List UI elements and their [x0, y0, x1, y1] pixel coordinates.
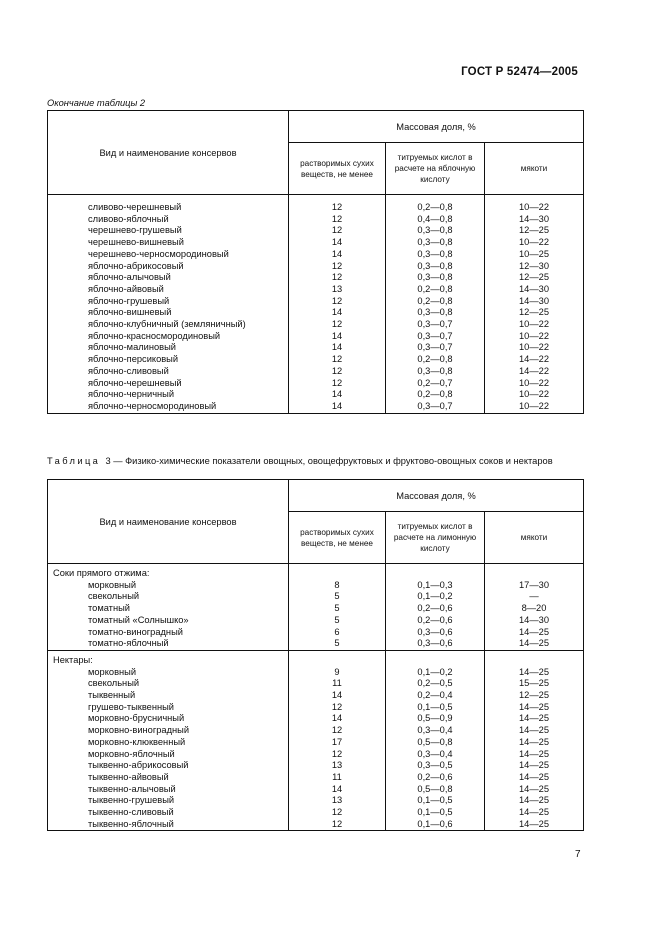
- table-row: [48, 354, 584, 366]
- acids-cell: 0,2—0,5: [386, 678, 485, 690]
- pulp-cell: 12—25: [485, 690, 584, 702]
- solids-cell: 5: [289, 638, 386, 650]
- table-row: [48, 284, 584, 296]
- product-name-cell: свекольный: [48, 678, 289, 690]
- product-name-cell: яблочно-алычовый: [48, 272, 289, 284]
- table-row: [48, 807, 584, 819]
- product-name-cell: яблочно-красносмородиновый: [48, 331, 289, 343]
- solids-cell: 14: [289, 713, 386, 725]
- table-row: [48, 331, 584, 343]
- solids-cell: 12: [289, 354, 386, 366]
- table3-header-acids: титруемых кислот в расчете на лимонную кислоту: [386, 512, 485, 564]
- acids-cell: 0,3—0,7: [386, 401, 485, 413]
- pulp-cell: 14—25: [485, 819, 584, 831]
- solids-cell: 9: [289, 667, 386, 679]
- acids-cell: 0,5—0,9: [386, 713, 485, 725]
- pulp-cell: 14—25: [485, 784, 584, 796]
- table-row: [48, 296, 584, 308]
- table-row: [48, 319, 584, 331]
- product-name-cell: тыквенно-абрикосовый: [48, 760, 289, 772]
- table-row: [48, 225, 584, 237]
- pulp-cell: 10—22: [485, 331, 584, 343]
- pulp-cell: 14—25: [485, 667, 584, 679]
- acids-cell: 0,3—0,6: [386, 627, 485, 639]
- pulp-cell: 8—20: [485, 603, 584, 615]
- product-name-cell: тыквенно-яблочный: [48, 819, 289, 831]
- acids-cell: 0,5—0,8: [386, 784, 485, 796]
- solids-cell: 11: [289, 678, 386, 690]
- acids-cell: 0,2—0,6: [386, 603, 485, 615]
- solids-cell: 12: [289, 702, 386, 714]
- product-name-cell: яблочно-персиковый: [48, 354, 289, 366]
- product-name-cell: черешнево-вишневый: [48, 237, 289, 249]
- acids-cell: 0,2—0,8: [386, 296, 485, 308]
- table-row: [48, 819, 584, 831]
- solids-cell: 13: [289, 795, 386, 807]
- solids-cell: 5: [289, 615, 386, 627]
- product-name-cell: свекольный: [48, 591, 289, 603]
- pulp-cell: 12—25: [485, 272, 584, 284]
- acids-cell: 0,1—0,3: [386, 580, 485, 592]
- product-name-cell: черешнево-грушевый: [48, 225, 289, 237]
- acids-cell: 0,3—0,8: [386, 307, 485, 319]
- acids-cell: 0,2—0,8: [386, 389, 485, 401]
- solids-cell: 12: [289, 272, 386, 284]
- product-name-cell: черешнево-черносмородиновый: [48, 249, 289, 261]
- table3-group-juices: [48, 568, 584, 580]
- table-row: [48, 214, 584, 226]
- product-name-cell: томатно-яблочный: [48, 638, 289, 650]
- table-row: [48, 713, 584, 725]
- pulp-cell: 14—25: [485, 772, 584, 784]
- acids-cell: 0,2—0,8: [386, 202, 485, 214]
- product-name-cell: тыквенно-сливовый: [48, 807, 289, 819]
- table2-caption: Окончание таблицы 2: [47, 98, 146, 108]
- product-name-cell: тыквенно-алычовый: [48, 784, 289, 796]
- pulp-cell: 10—22: [485, 237, 584, 249]
- pulp-cell: 14—25: [485, 749, 584, 761]
- pulp-cell: 14—25: [485, 725, 584, 737]
- table3-caption-label: Таблица: [47, 456, 101, 466]
- solids-cell: 12: [289, 214, 386, 226]
- pulp-cell: 14—30: [485, 214, 584, 226]
- table-row: [48, 202, 584, 214]
- table-row: [48, 389, 584, 401]
- pulp-cell: 14—30: [485, 296, 584, 308]
- acids-cell: 0,3—0,8: [386, 237, 485, 249]
- acids-cell: 0,2—0,6: [386, 772, 485, 784]
- table2-header-solids: растворимых сухих веществ, не менее: [289, 143, 386, 195]
- table-row: [48, 638, 584, 650]
- table-row: [48, 737, 584, 749]
- solids-cell: 14: [289, 342, 386, 354]
- acids-cell: 0,3—0,8: [386, 261, 485, 273]
- solids-cell: 5: [289, 603, 386, 615]
- product-name-cell: яблочно-абрикосовый: [48, 261, 289, 273]
- table-row: [48, 772, 584, 784]
- acids-cell: 0,5—0,8: [386, 737, 485, 749]
- table-row: [48, 749, 584, 761]
- table-row: [48, 690, 584, 702]
- acids-cell: 0,2—0,4: [386, 690, 485, 702]
- pulp-cell: 14—25: [485, 702, 584, 714]
- table-row: [48, 760, 584, 772]
- solids-cell: 14: [289, 237, 386, 249]
- acids-cell: 0,3—0,5: [386, 760, 485, 772]
- table2: [47, 110, 584, 414]
- table-row: [48, 307, 584, 319]
- solids-cell: 12: [289, 202, 386, 214]
- pulp-cell: 10—22: [485, 202, 584, 214]
- solids-cell: 12: [289, 296, 386, 308]
- table3-group-nectars: [48, 655, 584, 667]
- acids-cell: 0,1—0,5: [386, 702, 485, 714]
- pulp-cell: 14—25: [485, 737, 584, 749]
- solids-cell: 17: [289, 737, 386, 749]
- table3-header-pulp: мякоти: [485, 512, 584, 564]
- acids-cell: 0,4—0,8: [386, 214, 485, 226]
- table2-header-group: Массовая доля, %: [289, 111, 584, 143]
- product-name-cell: сливово-яблочный: [48, 214, 289, 226]
- product-name-cell: тыквенный: [48, 690, 289, 702]
- solids-cell: 14: [289, 249, 386, 261]
- acids-cell: 0,3—0,8: [386, 272, 485, 284]
- pulp-cell: 15—25: [485, 678, 584, 690]
- table-row: [48, 784, 584, 796]
- pulp-cell: 14—25: [485, 807, 584, 819]
- solids-cell: 14: [289, 401, 386, 413]
- table-row: [48, 401, 584, 413]
- pulp-cell: 14—25: [485, 627, 584, 639]
- pulp-cell: 14—25: [485, 638, 584, 650]
- table-row: [48, 591, 584, 603]
- table-row: [48, 667, 584, 679]
- acids-cell: 0,2—0,8: [386, 284, 485, 296]
- table-row: [48, 725, 584, 737]
- solids-cell: 8: [289, 580, 386, 592]
- product-name-cell: яблочно-малиновый: [48, 342, 289, 354]
- solids-cell: 12: [289, 378, 386, 390]
- solids-cell: 11: [289, 772, 386, 784]
- acids-cell: 0,3—0,8: [386, 366, 485, 378]
- pulp-cell: 12—25: [485, 307, 584, 319]
- pulp-cell: 14—25: [485, 760, 584, 772]
- table2-header-acids: титруемых кислот в расчете на яблочную кислоту: [386, 143, 485, 195]
- table3-header-group: Массовая доля, %: [289, 480, 584, 512]
- table-row: [48, 603, 584, 615]
- group-heading-nectars: Нектары:: [48, 655, 289, 667]
- product-name-cell: томатный: [48, 603, 289, 615]
- pulp-cell: 14—30: [485, 615, 584, 627]
- pulp-cell: 14—25: [485, 795, 584, 807]
- table-row: [48, 249, 584, 261]
- product-name-cell: томатный «Солнышко»: [48, 615, 289, 627]
- solids-cell: 14: [289, 389, 386, 401]
- acids-cell: 0,3—0,8: [386, 249, 485, 261]
- product-name-cell: яблочно-черешневый: [48, 378, 289, 390]
- pulp-cell: 14—30: [485, 284, 584, 296]
- product-name-cell: яблочно-сливовый: [48, 366, 289, 378]
- product-name-cell: морковный: [48, 580, 289, 592]
- acids-cell: 0,2—0,6: [386, 615, 485, 627]
- table-row: [48, 615, 584, 627]
- solids-cell: 13: [289, 284, 386, 296]
- product-name-cell: сливово-черешневый: [48, 202, 289, 214]
- solids-cell: 12: [289, 261, 386, 273]
- table2-header-name: Вид и наименование консервов: [48, 111, 289, 195]
- product-name-cell: морковно-виноградный: [48, 725, 289, 737]
- pulp-cell: 10—22: [485, 389, 584, 401]
- solids-cell: 12: [289, 725, 386, 737]
- solids-cell: 5: [289, 591, 386, 603]
- acids-cell: 0,3—0,7: [386, 331, 485, 343]
- acids-cell: 0,3—0,8: [386, 225, 485, 237]
- table-row: [48, 366, 584, 378]
- product-name-cell: морковно-клюквенный: [48, 737, 289, 749]
- acids-cell: 0,2—0,8: [386, 354, 485, 366]
- product-name-cell: тыквенно-грушевый: [48, 795, 289, 807]
- pulp-cell: 14—22: [485, 366, 584, 378]
- product-name-cell: грушево-тыквенный: [48, 702, 289, 714]
- solids-cell: 14: [289, 690, 386, 702]
- acids-cell: 0,3—0,7: [386, 342, 485, 354]
- solids-cell: 13: [289, 760, 386, 772]
- pulp-cell: —: [485, 591, 584, 603]
- page-number: 7: [575, 849, 581, 860]
- product-name-cell: яблочно-айвовый: [48, 284, 289, 296]
- product-name-cell: яблочно-грушевый: [48, 296, 289, 308]
- table2-header-pulp: мякоти: [485, 143, 584, 195]
- table3-header-solids: растворимых сухих веществ, не менее: [289, 512, 386, 564]
- product-name-cell: морковный: [48, 667, 289, 679]
- table-row: [48, 261, 584, 273]
- acids-cell: 0,2—0,7: [386, 378, 485, 390]
- solids-cell: 12: [289, 366, 386, 378]
- acids-cell: 0,3—0,4: [386, 725, 485, 737]
- table-row: [48, 237, 584, 249]
- product-name-cell: яблочно-черносмородиновый: [48, 401, 289, 413]
- table-row: [48, 378, 584, 390]
- acids-cell: 0,1—0,6: [386, 819, 485, 831]
- table3-header-name: Вид и наименование консервов: [48, 480, 289, 564]
- pulp-cell: 10—22: [485, 401, 584, 413]
- product-name-cell: яблочно-вишневый: [48, 307, 289, 319]
- solids-cell: 12: [289, 807, 386, 819]
- table3-caption-text: 3 — Физико-химические показатели овощных, овощефруктовых и фруктово-овощных соков и нектаров: [105, 456, 553, 466]
- solids-cell: 14: [289, 331, 386, 343]
- product-name-cell: томатно-виноградный: [48, 627, 289, 639]
- product-name-cell: морковно-брусничный: [48, 713, 289, 725]
- pulp-cell: 14—25: [485, 713, 584, 725]
- acids-cell: 0,3—0,4: [386, 749, 485, 761]
- pulp-cell: 12—30: [485, 261, 584, 273]
- group-heading-juices: Соки прямого отжима:: [48, 568, 289, 580]
- solids-cell: 12: [289, 819, 386, 831]
- solids-cell: 14: [289, 784, 386, 796]
- product-name-cell: морковно-яблочный: [48, 749, 289, 761]
- acids-cell: 0,3—0,6: [386, 638, 485, 650]
- table-row: [48, 678, 584, 690]
- product-name-cell: тыквенно-айвовый: [48, 772, 289, 784]
- table3: [47, 479, 584, 831]
- table-row: [48, 580, 584, 592]
- pulp-cell: 10—22: [485, 342, 584, 354]
- product-name-cell: яблочно-черничный: [48, 389, 289, 401]
- table-row: [48, 795, 584, 807]
- acids-cell: 0,1—0,2: [386, 591, 485, 603]
- table3-caption: [47, 455, 587, 467]
- pulp-cell: 10—25: [485, 249, 584, 261]
- pulp-cell: 14—22: [485, 354, 584, 366]
- product-name-cell: яблочно-клубничный (земляничный): [48, 319, 289, 331]
- acids-cell: 0,1—0,2: [386, 667, 485, 679]
- standard-code: ГОСТ Р 52474—2005: [461, 66, 578, 78]
- table-row: [48, 702, 584, 714]
- acids-cell: 0,3—0,7: [386, 319, 485, 331]
- solids-cell: 12: [289, 319, 386, 331]
- pulp-cell: 10—22: [485, 378, 584, 390]
- pulp-cell: 10—22: [485, 319, 584, 331]
- table-row: [48, 342, 584, 354]
- pulp-cell: 12—25: [485, 225, 584, 237]
- acids-cell: 0,1—0,5: [386, 807, 485, 819]
- table-row: [48, 627, 584, 639]
- solids-cell: 6: [289, 627, 386, 639]
- solids-cell: 12: [289, 225, 386, 237]
- pulp-cell: 17—30: [485, 580, 584, 592]
- table-row: [48, 272, 584, 284]
- solids-cell: 12: [289, 749, 386, 761]
- acids-cell: 0,1—0,5: [386, 795, 485, 807]
- solids-cell: 14: [289, 307, 386, 319]
